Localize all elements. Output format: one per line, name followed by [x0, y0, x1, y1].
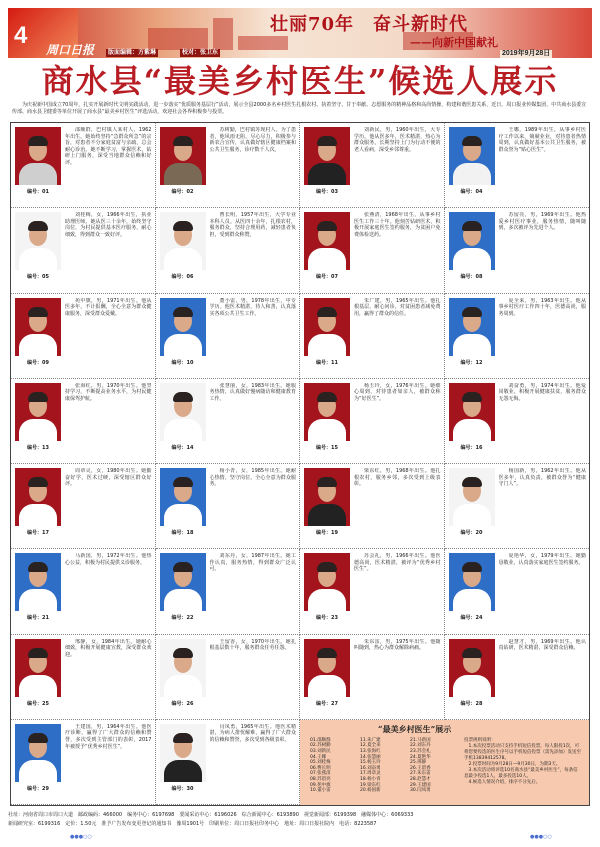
candidate-bio: 刘桂梅，女，1966年出生，执业助理医师。她从医三十余年，始终坚守岗位，为村民提供基本医疗服务，耐心细致，得到群众一致好评。 [65, 212, 152, 239]
number-prefix: 编号： [171, 359, 187, 366]
candidate-number [304, 274, 350, 281]
list-item: 14.张慧丽 [360, 754, 381, 760]
candidate-number [15, 701, 61, 708]
slogan-subtitle: ——向新中国献礼 [410, 36, 498, 49]
number-value: 09 [42, 359, 49, 366]
candidate-number [449, 445, 495, 452]
list-title: “最美乡村医生”展示 [378, 723, 452, 734]
number-prefix: 编号： [27, 359, 43, 366]
list-item: 05.刘桂梅 [310, 760, 331, 766]
list-item: 07.张燕清 [310, 771, 331, 777]
candidate-card [156, 294, 301, 379]
skyline-graphic [238, 36, 288, 50]
candidate-number [160, 189, 206, 196]
number-prefix: 编号： [460, 530, 476, 536]
candidate-photo [449, 468, 495, 526]
candidate-photo [160, 127, 206, 185]
number-value: 04 [475, 189, 483, 195]
footer-line-2: 新闻研究室：6199316 定价：1.50元 准予广告发布变更登记的通知书 豫周1901号 印刷单位：周口日报社印务中心 地址：周口日报社院内 电话：8223587 [8, 821, 377, 827]
list-item: 23.苏会礼 [410, 748, 431, 754]
candidate-card [445, 208, 590, 293]
number-value: 11 [331, 359, 338, 366]
newspaper-logo: 周口日报 [46, 43, 95, 57]
number-value: 24 [475, 615, 483, 622]
candidate-bio: 董小雷，男，1978年出生，中专学历。他医术精湛，待人和善，认真落实各项公共卫生工作。 [209, 297, 296, 317]
candidate-card [156, 123, 301, 208]
number-value: 29 [42, 785, 49, 792]
proof-credit: 校对：张卫东 [182, 49, 219, 56]
number-value: 07 [331, 274, 338, 281]
candidate-card [445, 549, 590, 634]
candidate-number [304, 701, 350, 708]
candidate-photo [304, 468, 350, 526]
candidate-number [160, 615, 206, 622]
list-item: 04.王娜 [310, 754, 327, 760]
candidate-card [156, 464, 301, 549]
candidate-bio: 王娜，1989年出生，从事乡村医疗工作以来，兢兢业业，对待患者热情周到，认真做好基本公共卫生服务，被群众誉为“贴心医生”。 [498, 127, 586, 153]
rule-item: 4.候选人情况介绍，排序不分先后。 [468, 779, 541, 785]
list-item: 06.曹长明 [310, 765, 331, 771]
candidate-bio: 杨玉玲，女，1976年出生。她细心周到，对待患者如亲人，被群众称为“好医生”。 [354, 382, 441, 402]
candidate-number [15, 445, 61, 452]
list-item: 03.刘新民 [310, 748, 331, 754]
candidate-number [160, 530, 206, 537]
number-prefix: 编号： [316, 530, 332, 536]
number-prefix: 编号： [171, 615, 187, 622]
candidate-number [160, 360, 206, 367]
candidate-card [11, 549, 156, 634]
number-prefix: 编号： [460, 444, 476, 451]
number-value: 16 [475, 444, 483, 451]
candidate-bio: 刘奋勇，男，1974年出生。他爱岗敬业，积极开展健康扶贫，服务群众无怨无悔。 [498, 382, 586, 402]
rule-item: 3.本次活动将评选10名商水县“最美乡村医生”，每条信息最少投选1人，最多投选10人。 [464, 767, 578, 779]
rule-item: 2.投票时间为9月28日—9月30日，为期3天。 [468, 761, 561, 767]
number-value: 25 [42, 700, 49, 707]
list-item: 29.王建国 [410, 782, 431, 788]
number-prefix: 编号： [171, 274, 187, 281]
candidate-photo [160, 724, 206, 782]
candidate-card [156, 549, 301, 634]
list-item: 19.梁东红 [360, 782, 381, 788]
number-value: 06 [186, 274, 194, 281]
number-prefix: 编号： [27, 530, 43, 536]
candidate-number [449, 189, 495, 196]
candidate-photo [160, 383, 206, 441]
number-prefix: 编号： [460, 700, 476, 707]
candidate-bio: 杨国新，男，1962年出生。他从医多年，认真负责，被群众誉为“健康守门人”。 [498, 468, 586, 488]
list-item: 22.刘东丹 [410, 743, 431, 749]
candidate-grid [10, 122, 590, 806]
list-item: 28.赵慧才 [410, 776, 431, 782]
number-value: 28 [475, 700, 483, 707]
list-item: 01.邵顺群 [310, 737, 331, 743]
number-value: 15 [331, 444, 338, 451]
candidate-photo [160, 298, 206, 356]
candidate-photo [15, 553, 61, 611]
candidate-card [445, 379, 590, 464]
number-prefix: 编号： [27, 785, 43, 792]
number-prefix: 编号： [27, 189, 43, 195]
number-value: 10 [186, 359, 194, 366]
candidate-bio: 闫凤勇，1965年出生。他医术精湛，为病人排忧解难，赢得了广大群众的信赖和赞誉，多次受到各级表彰。 [209, 723, 296, 743]
number-value: 03 [331, 189, 338, 195]
list-item: 15.杨玉玲 [360, 760, 381, 766]
list-item: 12.夏全来 [360, 743, 381, 749]
number-value: 20 [475, 530, 483, 536]
number-prefix: 编号： [171, 444, 187, 451]
number-value: 18 [186, 530, 194, 536]
list-item: 25.邢静 [410, 760, 427, 766]
candidate-number [160, 786, 206, 793]
candidate-photo [15, 724, 61, 782]
candidate-number [449, 530, 495, 537]
candidate-number [304, 360, 350, 367]
candidate-card [156, 379, 301, 464]
candidate-photo [304, 298, 350, 356]
candidate-photo [449, 553, 495, 611]
number-value: 21 [42, 615, 49, 622]
candidate-photo [449, 212, 495, 270]
number-prefix: 编号： [171, 700, 187, 707]
candidate-bio: 苏留亮，男，1969年出生。他热爱乡村医疗事业，服务热情，随叫随到，多次被评为先进个人。 [498, 212, 586, 232]
candidate-name-list [310, 738, 460, 794]
number-prefix: 编号： [27, 444, 43, 451]
number-prefix: 编号： [460, 274, 476, 281]
number-value: 05 [42, 274, 49, 281]
candidate-photo [15, 298, 61, 356]
candidate-number [15, 615, 61, 622]
candidate-number [449, 615, 495, 622]
candidate-photo [304, 212, 350, 270]
candidate-photo [304, 383, 350, 441]
candidate-card [300, 464, 445, 549]
list-item: 09.苑中旗 [310, 782, 331, 788]
list-item: 26.王留香 [410, 765, 431, 771]
number-value: 19 [331, 530, 338, 536]
candidate-bio: 王建国，男，1964年出生。他医疗诊断，赢得了广大群众的信赖和赞誉，多次受到主管部门的表彰，2017年被授予“优秀乡村医生”。 [65, 723, 152, 750]
candidate-bio: 周章灵，女，1980年出生。她勤奋好学，医术过硬，深受辖区群众好评。 [65, 468, 152, 488]
candidate-card [445, 123, 590, 208]
candidate-photo [304, 639, 350, 697]
candidate-photo [15, 127, 61, 185]
footer-line-1: 社址：河南省周口市周口大道 邮政编码：466000 编务中心：6197698 要闻采访中心：6196026 综合新闻中心：6193890 视觉新闻部：6199398 融媒体中心：6069333 [8, 812, 414, 818]
candidate-card [11, 464, 156, 549]
candidate-number [304, 445, 350, 452]
rules-title: 投票规则说明： [464, 737, 496, 743]
candidate-photo [15, 383, 61, 441]
masthead-banner [8, 8, 592, 58]
number-value: 22 [186, 615, 194, 622]
candidate-bio: 赵慧才，男，1969年出生。他认真钻研，医术精湛，深受群众信赖。 [498, 638, 586, 652]
list-item: 16.刘奋勇 [360, 765, 381, 771]
number-prefix: 编号： [27, 274, 43, 281]
list-item: 18.杨小青 [360, 776, 381, 782]
list-item: 21.马新国 [410, 737, 431, 743]
number-prefix: 编号： [316, 444, 332, 451]
candidate-number [15, 189, 61, 196]
skyline-graphic [213, 18, 233, 50]
number-value: 23 [331, 615, 338, 622]
list-item: 20.杨国新 [360, 788, 381, 794]
candidate-number [15, 530, 61, 537]
rule-item: 1.本次投票活动只支持手机短信投票，每人限投1次，可将您要投选的医生序号以手机短信投票（需先添加）发送至手机13839412578。 [464, 743, 581, 761]
candidate-card [11, 208, 156, 293]
number-value: 30 [186, 785, 194, 792]
list-item: 02.苏树勤 [310, 743, 331, 749]
number-prefix: 编号： [171, 189, 187, 195]
list-item: 24.夏艳华 [410, 754, 431, 760]
candidate-number [15, 360, 61, 367]
candidate-number [449, 360, 495, 367]
slogan: 壮丽70年 奋斗新时代 [270, 14, 469, 35]
candidate-card [11, 635, 156, 720]
candidate-number [304, 615, 350, 622]
number-prefix: 编号： [27, 615, 43, 622]
candidate-card [300, 549, 445, 634]
candidate-photo [304, 127, 350, 185]
candidate-card [300, 123, 445, 208]
candidate-photo [15, 212, 61, 270]
registration-marks: ●●●○○ [70, 834, 92, 840]
number-value: 01 [42, 189, 49, 195]
candidate-number [15, 786, 61, 793]
candidate-bio: 张燕清，1968年出生，从事乡村医生工作三十年。他刻苦钻研医术，积极开展家庭医生签约服务，为贫困户免费体检送药。 [354, 212, 441, 239]
candidate-photo [160, 212, 206, 270]
candidate-photo [304, 553, 350, 611]
issue-date: 2019年9月28日 [502, 50, 551, 57]
candidate-photo [449, 639, 495, 697]
list-item: 13.张海红 [360, 748, 381, 754]
list-item: 10.董小雷 [310, 788, 331, 794]
candidate-card [445, 464, 590, 549]
candidate-bio: 朱东雷，男，1975年出生。他随叫随到，热心为群众解除病痛。 [354, 638, 441, 652]
candidate-bio: 朱广建，男，1965年出生。他扎根基层，耐心问诊，对贫困患者减免费用，赢得了群众的信任。 [354, 297, 441, 317]
candidate-bio: 王留香，女，1970年出生。她扎根基层数十年，服务群众任劳任怨。 [209, 638, 296, 652]
number-prefix: 编号： [316, 700, 332, 707]
number-prefix: 编号： [316, 189, 332, 195]
candidate-number [160, 445, 206, 452]
number-prefix: 编号： [460, 615, 476, 622]
candidate-card [300, 294, 445, 379]
list-item: 30.闫凤勇 [410, 788, 431, 794]
candidate-bio: 苏树勤，巴村镇苏现村人。为了患者，他风雨无阻，尽心尽力，积极参与新农合宣传，认真做好辖区健康档案和公共卫生服务，诊疗数千人次。 [209, 127, 296, 153]
number-value: 08 [475, 274, 483, 281]
candidate-bio: 苑中旗，男，1971年出生。他从医多年，不计报酬，全心全意为群众健康服务，深受群众爱戴。 [65, 297, 152, 317]
number-value: 02 [186, 189, 194, 195]
number-value: 12 [475, 359, 483, 366]
footer [8, 811, 592, 829]
list-item: 08.苏留亮 [310, 776, 331, 782]
candidate-bio: 杨小青，女，1985年出生。她耐心热情，坚守岗位，全心全意为群众服务。 [209, 468, 296, 488]
candidate-bio: 邢静，女，1984年出生。她耐心细致，积极开展健康宣教，深受群众欢迎。 [65, 638, 152, 658]
number-prefix: 编号： [171, 785, 187, 792]
candidate-card [445, 294, 590, 379]
candidate-photo [449, 127, 495, 185]
skyline-graphic [148, 28, 208, 50]
number-value: 14 [186, 444, 194, 451]
number-prefix: 编号： [460, 359, 476, 366]
candidate-number [15, 274, 61, 281]
candidate-card [300, 635, 445, 720]
number-value: 26 [186, 700, 194, 707]
candidate-card [156, 208, 301, 293]
candidate-bio: 夏全来，男，1963年出生。他从事乡村医疗工作四十年，医德高尚，服务周到。 [498, 297, 586, 317]
candidate-photo [449, 298, 495, 356]
candidate-number [160, 274, 206, 281]
candidate-number [160, 701, 206, 708]
candidate-bio: 曹长明，1957年出生，大学专业本科人员。从医四十余年，扎根农村，服务群众，坚持合理用药，减轻患者负担，受到群众称赞。 [209, 212, 296, 239]
candidate-photo [449, 383, 495, 441]
intro-paragraph: 为庆祝新中国成立70周年，扎实开展新时代文明实践活动，进一步落实“优质服务基层行”活动，展示全县2000多名乡村医生扎根农村、执着坚守、甘于奉献、志愿服务的精神品格和高尚情操，构建和谐医患关系，近日，周口报业传媒集团、中共商水县委宣传部、商水县卫健委等单位开展了商水县“最美乡村医生”评选活动，欢迎社会各界积极参与投票。 [12, 102, 587, 115]
candidate-card [300, 379, 445, 464]
number-prefix: 编号： [460, 189, 476, 195]
number-value: 17 [42, 530, 49, 536]
candidate-bio: 刘东丹，女，1987年出生。她工作认真，服务热情，得到群众广泛认可。 [209, 553, 296, 573]
candidate-bio: 马新国，男，1972年出生。他热心公益，积极为村民提供义诊服务。 [65, 553, 152, 566]
candidate-bio: 刘新民，男，1960年出生，大专学历。他从医多年，医术精湛，热心为群众服务，长期坚持上门为行动不便的老人看病，深受乡邻尊重。 [354, 127, 441, 153]
page-number: 4 [14, 22, 28, 49]
number-prefix: 编号： [27, 700, 43, 707]
registration-marks: ●●●○○ [530, 834, 552, 840]
list-item: 17.周章灵 [360, 771, 381, 777]
candidate-bio: 张慧丽，女，1983年出生。她服务热情，认真做好慢病随访和健康教育工作。 [209, 382, 296, 402]
number-prefix: 编号： [316, 615, 332, 622]
candidate-bio: 梁东红，男，1968年出生。他扎根农村，服务乡邻，多次受到上级表彰。 [354, 468, 441, 488]
candidate-card [300, 208, 445, 293]
candidate-bio: 张海红，男，1970年出生。他坚持学习，不断提高业务水平，为村民健康保驾护航。 [65, 382, 152, 402]
candidate-bio: 邵顺群，巴村镇人某村人，1962年出生。她始终坚持“急群众所急”的宗旨，对患者不分家庭贫富与亲疏，总会耐心诊治。她不断学习，掌握医术，钻研上门服务，深受当地群众信赖和好评。 [65, 127, 152, 166]
candidate-number [304, 189, 350, 196]
candidate-photo [160, 468, 206, 526]
candidate-photo [160, 639, 206, 697]
candidate-card [11, 720, 156, 805]
candidate-card [156, 720, 301, 805]
candidate-number [304, 530, 350, 537]
editor-credit: 版面编辑：方紫琳 [108, 49, 157, 56]
number-value: 13 [42, 444, 49, 451]
page-title: 商水县“最美乡村医生”候选人展示 [41, 62, 559, 100]
candidate-bio: 苏会礼，男，1966年出生。他医德高尚，医术精湛，被评为“优秀乡村医生”。 [354, 553, 441, 573]
candidate-card [11, 294, 156, 379]
number-prefix: 编号： [316, 274, 332, 281]
candidate-number [449, 701, 495, 708]
list-item: 11.朱广建 [360, 737, 381, 743]
candidate-card [445, 635, 590, 720]
candidate-bio: 夏艳华，女，1979年出生。她勤恳敬业，认真落实家庭医生签约服务。 [498, 553, 586, 566]
candidate-number [449, 274, 495, 281]
candidate-photo [15, 639, 61, 697]
list-item: 27.朱东雷 [410, 771, 431, 777]
candidate-card [11, 379, 156, 464]
number-prefix: 编号： [316, 359, 332, 366]
candidate-photo [15, 468, 61, 526]
candidate-photo [160, 553, 206, 611]
candidate-list-box [300, 720, 589, 805]
number-value: 27 [331, 700, 338, 707]
candidate-card [11, 123, 156, 208]
voting-rules [464, 738, 582, 786]
number-prefix: 编号： [171, 530, 187, 536]
candidate-card [156, 635, 301, 720]
